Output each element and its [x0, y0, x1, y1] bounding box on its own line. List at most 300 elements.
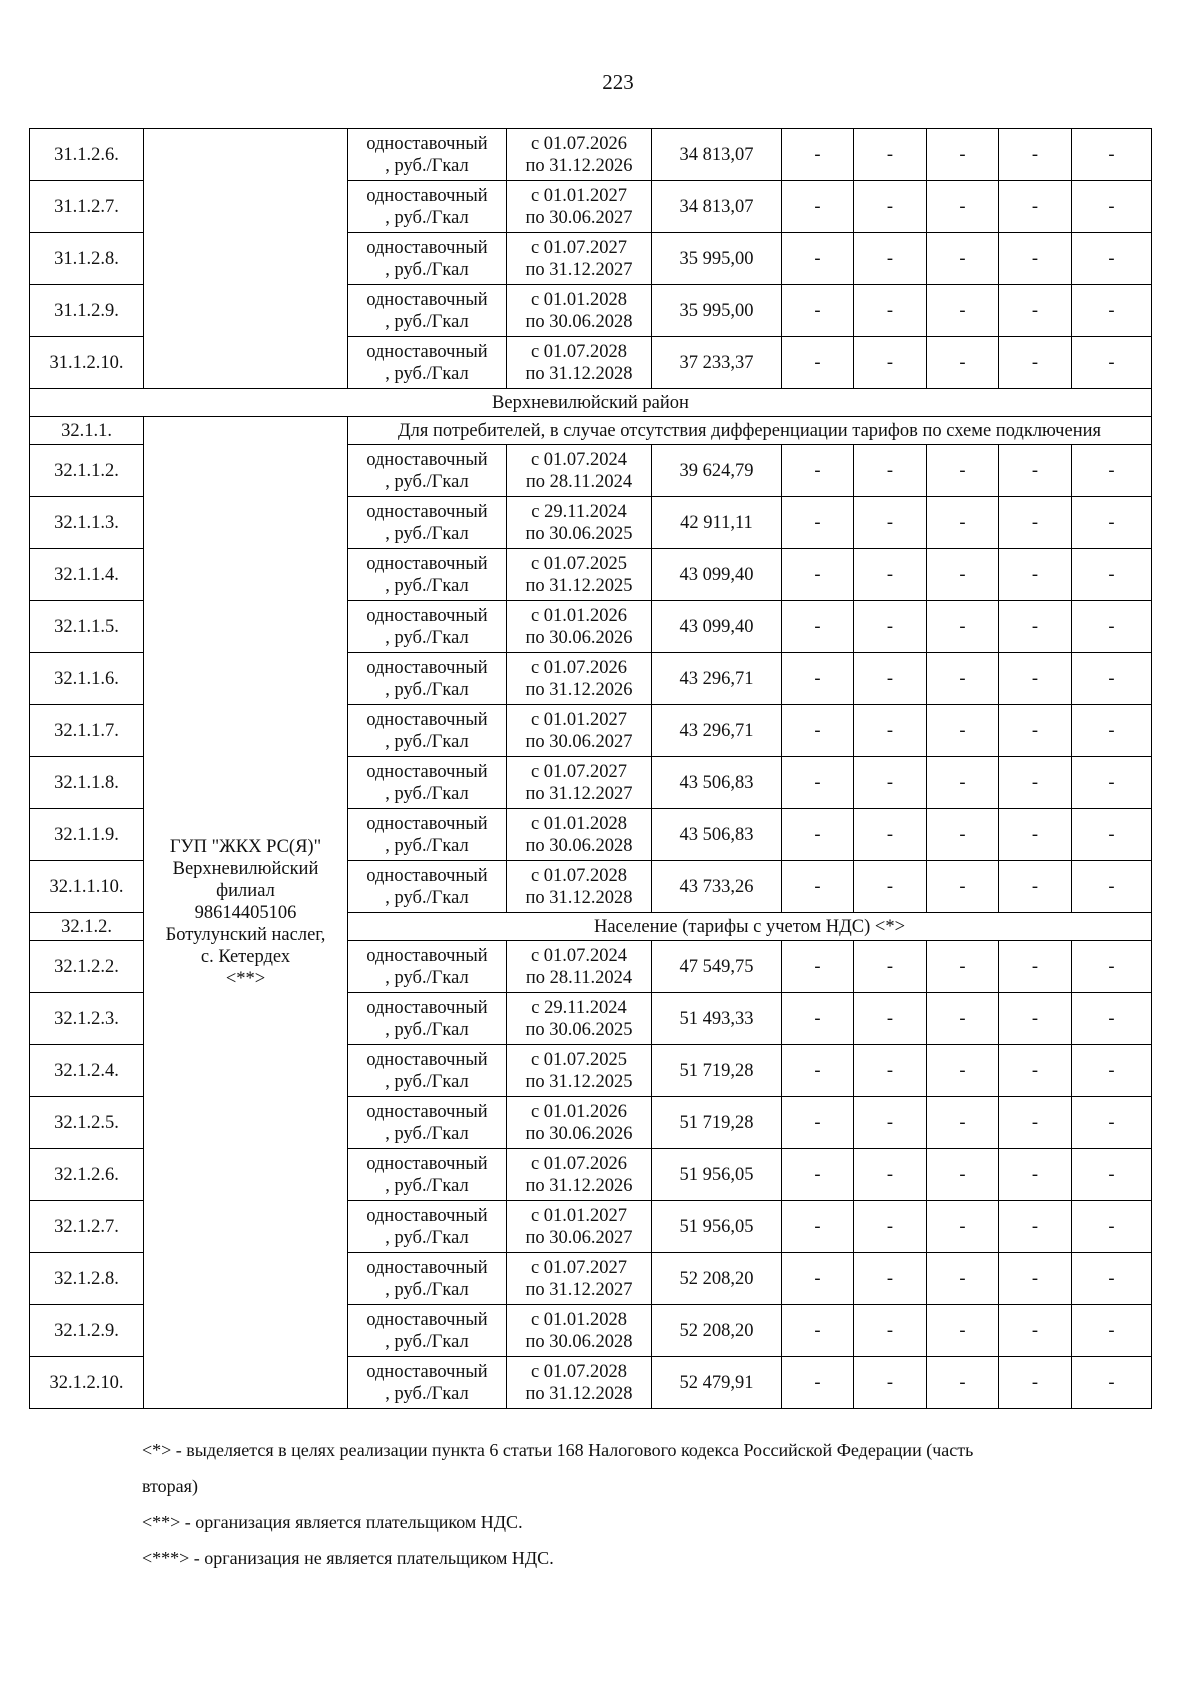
- tariff-type-cell: [348, 1357, 507, 1409]
- row-code: 31.1.2.9.: [30, 285, 144, 337]
- dash-cell: -: [854, 1097, 927, 1149]
- period-to: по 30.06.2026: [525, 1123, 633, 1144]
- organization-cell-empty: [144, 129, 348, 389]
- dash-cell: -: [999, 181, 1072, 233]
- dash-cell: -: [999, 1357, 1072, 1409]
- row-code: 32.1.1.2.: [30, 445, 144, 497]
- dash-cell: -: [927, 941, 999, 993]
- dash-cell: -: [782, 497, 854, 549]
- tariff-unit: , руб./Гкал: [385, 1175, 469, 1196]
- tariff-type: одноставочный: [366, 133, 488, 154]
- dash-cell: -: [1072, 337, 1152, 389]
- dash-cell: -: [782, 1305, 854, 1357]
- dash-cell: -: [1072, 757, 1152, 809]
- footnote-vat-payer: <**> - организация является плательщиком НДС.: [142, 1512, 523, 1532]
- dash-cell: -: [927, 861, 999, 913]
- page-number: 223: [602, 70, 634, 94]
- dash-cell: -: [999, 941, 1072, 993]
- dash-cell: -: [1072, 1253, 1152, 1305]
- row-code: 32.1.2.10.: [30, 1357, 144, 1409]
- dash-cell: -: [854, 993, 927, 1045]
- dash-cell: -: [927, 337, 999, 389]
- dash-cell: -: [1072, 1149, 1152, 1201]
- period-cell: [507, 757, 652, 809]
- dash-cell: -: [854, 861, 927, 913]
- tariff-value: 37 233,37: [652, 337, 782, 389]
- period-cell: [507, 861, 652, 913]
- tariff-unit: , руб./Гкал: [385, 471, 469, 492]
- dash-cell: -: [927, 705, 999, 757]
- tariff-type: одноставочный: [366, 289, 488, 310]
- tariff-type: одноставочный: [366, 1205, 488, 1226]
- period-from: с 01.07.2027: [530, 761, 628, 782]
- tariff-type-cell: [348, 705, 507, 757]
- period-from: с 01.07.2025: [530, 1049, 628, 1070]
- period-from: с 01.07.2025: [530, 553, 628, 574]
- organization-line: Верхневилюйский: [172, 858, 319, 879]
- dash-cell: -: [927, 181, 999, 233]
- tariff-unit: , руб./Гкал: [385, 523, 469, 544]
- period-cell: [507, 809, 652, 861]
- tariff-unit: , руб./Гкал: [385, 1227, 469, 1248]
- footnote-non-vat-payer: <***> - организация не является плательщиком НДС.: [142, 1548, 554, 1568]
- dash-cell: -: [927, 993, 999, 1045]
- tariff-type-cell: [348, 601, 507, 653]
- dash-cell: -: [782, 129, 854, 181]
- tariff-value: 34 813,07: [652, 181, 782, 233]
- period-to: по 28.11.2024: [525, 471, 633, 492]
- dash-cell: -: [999, 285, 1072, 337]
- tariff-type: одноставочный: [366, 237, 488, 258]
- dash-cell: -: [999, 653, 1072, 705]
- dash-cell: -: [999, 497, 1072, 549]
- dash-cell: -: [782, 549, 854, 601]
- period-to: по 30.06.2025: [525, 523, 633, 544]
- period-from: с 01.07.2026: [530, 657, 628, 678]
- dash-cell: -: [782, 705, 854, 757]
- dash-cell: -: [927, 1201, 999, 1253]
- tariff-value: 35 995,00: [652, 285, 782, 337]
- section-title: Для потребителей, в случае отсутствия дифференциации тарифов по схеме подключения: [348, 417, 1152, 445]
- tariff-type: одноставочный: [366, 1101, 488, 1122]
- period-to: по 30.06.2025: [525, 1019, 633, 1040]
- dash-cell: -: [1072, 129, 1152, 181]
- district-row: [30, 389, 1152, 417]
- dash-cell: -: [1072, 1357, 1152, 1409]
- tariff-value: 43 099,40: [652, 549, 782, 601]
- period-from: с 01.01.2027: [530, 709, 628, 730]
- dash-cell: -: [854, 1253, 927, 1305]
- dash-cell: -: [999, 1097, 1072, 1149]
- dash-cell: -: [927, 653, 999, 705]
- tariff-type: одноставочный: [366, 501, 488, 522]
- period-to: по 28.11.2024: [525, 967, 633, 988]
- dash-cell: -: [999, 129, 1072, 181]
- period-from: с 01.07.2026: [530, 1153, 628, 1174]
- tariff-type: одноставочный: [366, 553, 488, 574]
- tariff-value: 51 493,33: [652, 993, 782, 1045]
- period-to: по 31.12.2026: [525, 1175, 633, 1196]
- dash-cell: -: [854, 809, 927, 861]
- tariff-type-cell: [348, 233, 507, 285]
- period-from: с 01.07.2027: [530, 1257, 628, 1278]
- period-to: по 30.06.2027: [525, 207, 633, 228]
- tariff-type: одноставочный: [366, 997, 488, 1018]
- dash-cell: -: [1072, 1045, 1152, 1097]
- row-code: 32.1.1.5.: [30, 601, 144, 653]
- dash-cell: -: [927, 1357, 999, 1409]
- dash-cell: -: [1072, 1305, 1152, 1357]
- dash-cell: -: [999, 1201, 1072, 1253]
- tariff-unit: , руб./Гкал: [385, 731, 469, 752]
- dash-cell: -: [999, 861, 1072, 913]
- period-from: с 01.01.2027: [530, 1205, 628, 1226]
- period-from: с 01.07.2028: [530, 865, 628, 886]
- tariff-unit: , руб./Гкал: [385, 363, 469, 384]
- row-code: 32.1.2.9.: [30, 1305, 144, 1357]
- dash-cell: -: [927, 129, 999, 181]
- tariff-value: 35 995,00: [652, 233, 782, 285]
- tariff-value: 52 208,20: [652, 1305, 782, 1357]
- table-row: [30, 129, 1152, 181]
- period-from: с 01.01.2028: [530, 1309, 628, 1330]
- tariff-type-cell: [348, 445, 507, 497]
- dash-cell: -: [927, 233, 999, 285]
- dash-cell: -: [1072, 705, 1152, 757]
- tariff-type: одноставочный: [366, 341, 488, 362]
- tariff-type: одноставочный: [366, 865, 488, 886]
- period-cell: [507, 445, 652, 497]
- dash-cell: -: [782, 993, 854, 1045]
- period-to: по 31.12.2028: [525, 1383, 633, 1404]
- period-to: по 30.06.2027: [525, 731, 633, 752]
- period-to: по 31.12.2027: [525, 1279, 633, 1300]
- tariff-unit: , руб./Гкал: [385, 783, 469, 804]
- dash-cell: -: [999, 1253, 1072, 1305]
- dash-cell: -: [854, 601, 927, 653]
- dash-cell: -: [927, 1097, 999, 1149]
- tariff-unit: , руб./Гкал: [385, 627, 469, 648]
- tariff-unit: , руб./Гкал: [385, 835, 469, 856]
- dash-cell: -: [854, 1305, 927, 1357]
- period-cell: [507, 337, 652, 389]
- dash-cell: -: [1072, 1201, 1152, 1253]
- period-from: с 01.07.2026: [530, 133, 628, 154]
- dash-cell: -: [782, 653, 854, 705]
- dash-cell: -: [854, 181, 927, 233]
- tariff-unit: , руб./Гкал: [385, 1279, 469, 1300]
- row-code: 31.1.2.8.: [30, 233, 144, 285]
- tariff-type: одноставочный: [366, 657, 488, 678]
- tariff-value: 42 911,11: [652, 497, 782, 549]
- tariff-type-cell: [348, 1045, 507, 1097]
- dash-cell: -: [782, 445, 854, 497]
- tariff-type-cell: [348, 1253, 507, 1305]
- dash-cell: -: [927, 497, 999, 549]
- period-from: с 01.07.2028: [530, 341, 628, 362]
- tariff-value: 47 549,75: [652, 941, 782, 993]
- period-cell: [507, 233, 652, 285]
- tariff-value: 52 208,20: [652, 1253, 782, 1305]
- dash-cell: -: [999, 337, 1072, 389]
- tariff-table: [29, 128, 1152, 1409]
- dash-cell: -: [854, 445, 927, 497]
- tariff-type-cell: [348, 653, 507, 705]
- row-code: 32.1.1.7.: [30, 705, 144, 757]
- dash-cell: -: [1072, 809, 1152, 861]
- period-cell: [507, 285, 652, 337]
- dash-cell: -: [1072, 285, 1152, 337]
- tariff-type: одноставочный: [366, 605, 488, 626]
- dash-cell: -: [999, 1305, 1072, 1357]
- dash-cell: -: [1072, 497, 1152, 549]
- tariff-value: 51 956,05: [652, 1201, 782, 1253]
- period-cell: [507, 129, 652, 181]
- dash-cell: -: [854, 1357, 927, 1409]
- period-to: по 31.12.2027: [525, 259, 633, 280]
- period-to: по 31.12.2027: [525, 783, 633, 804]
- dash-cell: -: [1072, 1097, 1152, 1149]
- tariff-value: 34 813,07: [652, 129, 782, 181]
- dash-cell: -: [1072, 993, 1152, 1045]
- organization-line: филиал: [216, 880, 275, 901]
- period-cell: [507, 993, 652, 1045]
- row-code: 31.1.2.10.: [30, 337, 144, 389]
- tariff-type: одноставочный: [366, 1309, 488, 1330]
- period-from: с 01.01.2026: [530, 605, 628, 626]
- tariff-type-cell: [348, 1097, 507, 1149]
- tariff-value: 43 296,71: [652, 653, 782, 705]
- period-to: по 30.06.2028: [525, 311, 633, 332]
- dash-cell: -: [927, 1045, 999, 1097]
- period-from: с 01.01.2026: [530, 1101, 628, 1122]
- dash-cell: -: [927, 601, 999, 653]
- footnotes: [142, 1432, 1142, 1576]
- dash-cell: -: [782, 809, 854, 861]
- tariff-unit: , руб./Гкал: [385, 155, 469, 176]
- organization-line: с. Кетердех: [200, 946, 291, 967]
- dash-cell: -: [999, 705, 1072, 757]
- dash-cell: -: [854, 1201, 927, 1253]
- tariff-unit: , руб./Гкал: [385, 207, 469, 228]
- organization-line: Ботулунский наслег,: [165, 924, 326, 945]
- dash-cell: -: [854, 549, 927, 601]
- row-code: 31.1.2.7.: [30, 181, 144, 233]
- dash-cell: -: [854, 653, 927, 705]
- period-cell: [507, 1357, 652, 1409]
- dash-cell: -: [1072, 861, 1152, 913]
- tariff-type: одноставочный: [366, 709, 488, 730]
- dash-cell: -: [1072, 601, 1152, 653]
- tariff-unit: , руб./Гкал: [385, 679, 469, 700]
- tariff-type: одноставочный: [366, 761, 488, 782]
- tariff-unit: , руб./Гкал: [385, 1019, 469, 1040]
- tariff-value: 39 624,79: [652, 445, 782, 497]
- period-cell: [507, 1201, 652, 1253]
- dash-cell: -: [1072, 941, 1152, 993]
- tariff-unit: , руб./Гкал: [385, 1071, 469, 1092]
- organization-line: <**>: [225, 968, 266, 989]
- period-from: с 01.01.2028: [530, 289, 628, 310]
- dash-cell: -: [782, 1201, 854, 1253]
- period-to: по 30.06.2027: [525, 1227, 633, 1248]
- tariff-unit: , руб./Гкал: [385, 887, 469, 908]
- dash-cell: -: [999, 549, 1072, 601]
- tariff-type-cell: [348, 1305, 507, 1357]
- dash-cell: -: [927, 285, 999, 337]
- dash-cell: -: [1072, 445, 1152, 497]
- dash-cell: -: [782, 1149, 854, 1201]
- tariff-value: 52 479,91: [652, 1357, 782, 1409]
- dash-cell: -: [854, 337, 927, 389]
- dash-cell: -: [782, 233, 854, 285]
- tariff-type: одноставочный: [366, 1153, 488, 1174]
- organization-line: 98614405106: [194, 902, 297, 923]
- period-cell: [507, 601, 652, 653]
- period-cell: [507, 705, 652, 757]
- tariff-unit: , руб./Гкал: [385, 1383, 469, 1404]
- dash-cell: -: [927, 1149, 999, 1201]
- period-from: с 29.11.2024: [531, 997, 627, 1018]
- tariff-type: одноставочный: [366, 945, 488, 966]
- period-from: с 01.01.2027: [530, 185, 628, 206]
- dash-cell: -: [782, 1253, 854, 1305]
- section-code: 32.1.2.: [30, 913, 144, 941]
- tariff-type: одноставочный: [366, 1361, 488, 1382]
- dash-cell: -: [854, 1045, 927, 1097]
- period-cell: [507, 1045, 652, 1097]
- row-code: 31.1.2.6.: [30, 129, 144, 181]
- tariff-unit: , руб./Гкал: [385, 1123, 469, 1144]
- dash-cell: -: [782, 1357, 854, 1409]
- dash-cell: -: [1072, 233, 1152, 285]
- organization-cell: [144, 417, 348, 1409]
- organization-line: ГУП "ЖКХ РС(Я)": [169, 836, 322, 857]
- period-cell: [507, 941, 652, 993]
- period-cell: [507, 1149, 652, 1201]
- dash-cell: -: [782, 1097, 854, 1149]
- tariff-type-cell: [348, 993, 507, 1045]
- period-from: с 01.01.2028: [530, 813, 628, 834]
- district-name: Верхневилюйский район: [30, 389, 1152, 417]
- row-code: 32.1.1.10.: [30, 861, 144, 913]
- dash-cell: -: [854, 705, 927, 757]
- tariff-value: 43 733,26: [652, 861, 782, 913]
- dash-cell: -: [854, 757, 927, 809]
- dash-cell: -: [1072, 549, 1152, 601]
- row-code: 32.1.1.8.: [30, 757, 144, 809]
- period-from: с 01.07.2028: [530, 1361, 628, 1382]
- period-from: с 01.07.2027: [530, 237, 628, 258]
- period-cell: [507, 549, 652, 601]
- tariff-value: 51 719,28: [652, 1097, 782, 1149]
- tariff-type: одноставочный: [366, 813, 488, 834]
- row-code: 32.1.2.4.: [30, 1045, 144, 1097]
- organization-name: [144, 836, 347, 990]
- period-cell: [507, 653, 652, 705]
- dash-cell: -: [782, 861, 854, 913]
- tariff-type-cell: [348, 809, 507, 861]
- row-code: 32.1.2.6.: [30, 1149, 144, 1201]
- tariff-type-cell: [348, 285, 507, 337]
- dash-cell: -: [927, 1305, 999, 1357]
- dash-cell: -: [999, 993, 1072, 1045]
- dash-cell: -: [999, 445, 1072, 497]
- tariff-type-cell: [348, 129, 507, 181]
- period-to: по 31.12.2025: [525, 575, 633, 596]
- row-code: 32.1.2.5.: [30, 1097, 144, 1149]
- dash-cell: -: [782, 181, 854, 233]
- row-code: 32.1.1.9.: [30, 809, 144, 861]
- tariff-type-cell: [348, 497, 507, 549]
- tariff-unit: , руб./Гкал: [385, 1331, 469, 1352]
- tariff-type: одноставочный: [366, 1257, 488, 1278]
- period-cell: [507, 1305, 652, 1357]
- period-cell: [507, 1253, 652, 1305]
- tariff-type-cell: [348, 1201, 507, 1253]
- section-title: Население (тарифы с учетом НДС) <*>: [348, 913, 1152, 941]
- tariff-unit: , руб./Гкал: [385, 967, 469, 988]
- dash-cell: -: [854, 497, 927, 549]
- period-cell: [507, 1097, 652, 1149]
- tariff-type-cell: [348, 861, 507, 913]
- tariff-value: 43 099,40: [652, 601, 782, 653]
- dash-cell: -: [782, 285, 854, 337]
- tariff-type-cell: [348, 757, 507, 809]
- tariff-value: 51 956,05: [652, 1149, 782, 1201]
- tariff-unit: , руб./Гкал: [385, 311, 469, 332]
- dash-cell: -: [1072, 181, 1152, 233]
- dash-cell: -: [854, 233, 927, 285]
- dash-cell: -: [999, 601, 1072, 653]
- period-to: по 31.12.2026: [525, 679, 633, 700]
- period-to: по 30.06.2028: [525, 1331, 633, 1352]
- tariff-type-cell: [348, 549, 507, 601]
- section-code: 32.1.1.: [30, 417, 144, 445]
- dash-cell: -: [927, 757, 999, 809]
- dash-cell: -: [854, 941, 927, 993]
- dash-cell: -: [927, 1253, 999, 1305]
- dash-cell: -: [927, 445, 999, 497]
- tariff-unit: , руб./Гкал: [385, 575, 469, 596]
- row-code: 32.1.1.3.: [30, 497, 144, 549]
- dash-cell: -: [999, 757, 1072, 809]
- period-to: по 31.12.2025: [525, 1071, 633, 1092]
- dash-cell: -: [782, 941, 854, 993]
- row-code: 32.1.2.7.: [30, 1201, 144, 1253]
- period-from: с 01.07.2024: [530, 449, 628, 470]
- tariff-value: 43 506,83: [652, 809, 782, 861]
- tariff-type-cell: [348, 941, 507, 993]
- dash-cell: -: [1072, 653, 1152, 705]
- tariff-type-cell: [348, 337, 507, 389]
- tariff-type: одноставочный: [366, 1049, 488, 1070]
- period-to: по 30.06.2028: [525, 835, 633, 856]
- footnote-vat-note: <*> - выделяется в целях реализации пункта 6 статьи 168 Налогового кодекса Российской Федерации (часть: [142, 1440, 974, 1460]
- row-code: 32.1.1.4.: [30, 549, 144, 601]
- period-from: с 01.07.2024: [530, 945, 628, 966]
- section-header-row: [30, 417, 1152, 445]
- tariff-type: одноставочный: [366, 449, 488, 470]
- dash-cell: -: [782, 1045, 854, 1097]
- footnote-vat-note-continued: вторая): [142, 1476, 198, 1496]
- dash-cell: -: [999, 809, 1072, 861]
- dash-cell: -: [999, 233, 1072, 285]
- dash-cell: -: [854, 285, 927, 337]
- period-to: по 31.12.2028: [525, 363, 633, 384]
- tariff-type: одноставочный: [366, 185, 488, 206]
- dash-cell: -: [927, 549, 999, 601]
